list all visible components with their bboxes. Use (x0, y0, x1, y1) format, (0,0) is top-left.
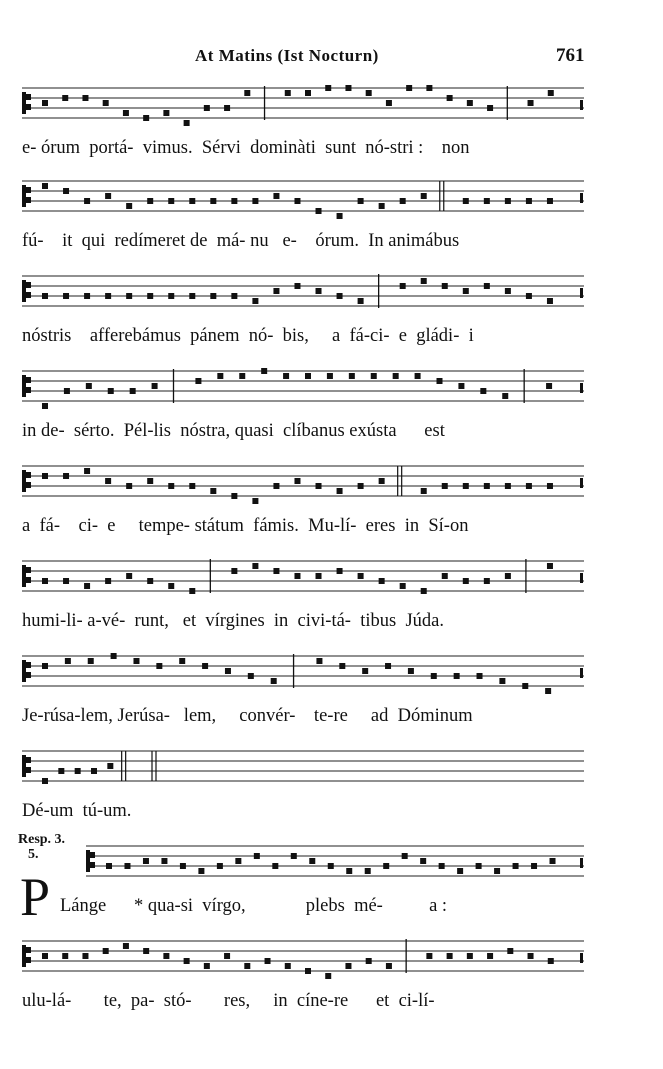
responsory-mode: 5. (28, 847, 39, 862)
neume-note (252, 498, 258, 504)
neume-note (63, 473, 69, 479)
neume-note (283, 373, 289, 379)
neume-note (487, 105, 493, 111)
neume-note (358, 483, 364, 489)
neume-note (463, 578, 469, 584)
neume-note (294, 198, 300, 204)
neume-note (316, 483, 322, 489)
neume-note (439, 863, 445, 869)
neume-note (91, 768, 97, 774)
neume-note (484, 198, 490, 204)
neume-note (548, 958, 554, 964)
neume-note (189, 483, 195, 489)
neume-note (502, 393, 508, 399)
neume-note (152, 383, 158, 389)
neume-note (42, 953, 48, 959)
neume-note (63, 578, 69, 584)
neume-note (88, 658, 94, 664)
neume-note (210, 198, 216, 204)
chant-system-2 (0, 173, 663, 261)
lyric-line-4: in de- sérto. Pél-lis nóstra, quasi clíbanus exústa est (22, 421, 445, 441)
neume-note (467, 953, 473, 959)
neume-note (513, 863, 519, 869)
neume-note (126, 293, 132, 299)
neume-note (349, 373, 355, 379)
neume-note (108, 388, 114, 394)
neume-note (447, 953, 453, 959)
staff-6 (0, 553, 663, 613)
custos-mark (580, 573, 583, 583)
neume-note (168, 583, 174, 589)
neume-note (271, 678, 277, 684)
neume-note (499, 678, 505, 684)
neume-note (385, 663, 391, 669)
neume-note (195, 378, 201, 384)
clef-mark (26, 94, 31, 100)
neume-note (184, 958, 190, 964)
responsory-lyric-line-1: Lánge * qua-si vírgo, plebs mé- a : (60, 896, 448, 916)
neume-note (371, 373, 377, 379)
neume-note (339, 663, 345, 669)
staff-5 (0, 458, 663, 518)
neume-note (528, 953, 534, 959)
custos-mark (580, 478, 583, 488)
neume-note (362, 668, 368, 674)
neume-note (42, 100, 48, 106)
custos-mark (580, 668, 583, 678)
clef-mark (26, 662, 31, 668)
neume-note (316, 208, 322, 214)
custos-mark (580, 383, 583, 393)
neume-note (494, 868, 500, 874)
neume-note (147, 478, 153, 484)
neume-note (168, 198, 174, 204)
neume-note (366, 958, 372, 964)
neume-note (231, 198, 237, 204)
neume-note (64, 388, 70, 394)
running-title: At Matins (Ist Nocturn) (195, 46, 379, 65)
neume-note (58, 768, 64, 774)
neume-note (294, 573, 300, 579)
neume-note (337, 568, 343, 574)
neume-note (180, 863, 186, 869)
neume-note (189, 198, 195, 204)
neume-note (273, 288, 279, 294)
neume-note (126, 573, 132, 579)
clef-mark (22, 755, 26, 777)
drop-cap-initial: P (20, 867, 51, 927)
clef-mark (26, 947, 31, 953)
neume-note (426, 85, 432, 91)
neume-note (467, 100, 473, 106)
neume-note (526, 483, 532, 489)
neume-note (156, 663, 162, 669)
neume-note (358, 198, 364, 204)
clef-mark (22, 280, 26, 302)
clef-mark (26, 957, 31, 963)
neume-note (345, 963, 351, 969)
clef-mark (26, 197, 31, 203)
neume-note (231, 568, 237, 574)
neume-note (463, 483, 469, 489)
neume-note (62, 95, 68, 101)
neume-note (84, 198, 90, 204)
neume-note (133, 658, 139, 664)
lyric-line-7: Je-rúsa-lem, Jerúsa- lem, convér- te-re ad Dóminum (22, 706, 473, 726)
chant-system-4 (0, 363, 663, 451)
neume-note (316, 288, 322, 294)
neume-note (526, 293, 532, 299)
neume-note (442, 283, 448, 289)
neume-note (358, 573, 364, 579)
neume-note (457, 868, 463, 874)
neume-note (204, 963, 210, 969)
custos-mark (580, 858, 583, 868)
neume-note (291, 853, 297, 859)
neume-note (487, 953, 493, 959)
neume-note (379, 203, 385, 209)
neume-note (477, 673, 483, 679)
neume-note (210, 488, 216, 494)
neume-note (42, 473, 48, 479)
page-header (0, 40, 663, 66)
neume-note (126, 483, 132, 489)
clef-mark (26, 482, 31, 488)
neume-note (294, 478, 300, 484)
neume-note (123, 943, 129, 949)
neume-note (111, 653, 117, 659)
chant-system-1 (0, 80, 663, 168)
neume-note (358, 298, 364, 304)
neume-note (505, 483, 511, 489)
clef-mark (26, 757, 31, 763)
neume-note (143, 948, 149, 954)
neume-note (531, 863, 537, 869)
neume-note (105, 578, 111, 584)
custos-mark (580, 288, 583, 298)
neume-note (147, 578, 153, 584)
neume-note (82, 95, 88, 101)
neume-note (400, 283, 406, 289)
neume-note (163, 110, 169, 116)
clef-mark (26, 577, 31, 583)
neume-note (210, 293, 216, 299)
neume-note (217, 373, 223, 379)
neume-note (63, 293, 69, 299)
clef-mark (86, 850, 90, 872)
neume-note (217, 863, 223, 869)
neume-note (62, 953, 68, 959)
neume-note (126, 203, 132, 209)
staff-1 (0, 80, 663, 140)
page-number: 761 (556, 45, 585, 66)
clef-mark (22, 945, 26, 967)
neume-note (42, 578, 48, 584)
neume-note (426, 953, 432, 959)
clef-mark (26, 187, 31, 193)
neume-note (442, 483, 448, 489)
clef-mark (26, 472, 31, 478)
neume-note (484, 578, 490, 584)
neume-note (168, 293, 174, 299)
staff-2 (0, 173, 663, 233)
neume-note (252, 298, 258, 304)
neume-note (545, 688, 551, 694)
neume-note (184, 120, 190, 126)
neume-note (130, 388, 136, 394)
neume-note (505, 288, 511, 294)
neume-note (105, 478, 111, 484)
neume-note (179, 658, 185, 664)
neume-note (168, 483, 174, 489)
neume-note (400, 583, 406, 589)
clef-mark (90, 852, 95, 858)
neume-note (309, 858, 315, 864)
neume-note (143, 115, 149, 121)
responsory-staff-2 (0, 933, 663, 993)
neume-note (106, 863, 112, 869)
neume-note (261, 368, 267, 374)
neume-note (421, 488, 427, 494)
neume-note (305, 90, 311, 96)
neume-note (420, 858, 426, 864)
responsory-label: Resp. 3. (18, 832, 66, 847)
neume-note (547, 563, 553, 569)
neume-note (42, 778, 48, 784)
chant-system-5 (0, 458, 663, 546)
responsory-system-2 (0, 933, 663, 1021)
neume-note (421, 278, 427, 284)
neume-note (526, 198, 532, 204)
clef-mark (22, 92, 26, 114)
neume-note (265, 958, 271, 964)
neume-note (235, 858, 241, 864)
responsory-system-1 (0, 832, 663, 927)
neume-note (84, 583, 90, 589)
neume-note (548, 90, 554, 96)
clef-mark (22, 565, 26, 587)
neume-note (231, 293, 237, 299)
neume-note (408, 668, 414, 674)
neume-note (400, 198, 406, 204)
neume-note (224, 105, 230, 111)
responsory-staff-1 (0, 838, 663, 898)
neume-note (505, 198, 511, 204)
neume-note (421, 193, 427, 199)
neume-note (273, 568, 279, 574)
chant-system-3 (0, 268, 663, 356)
neume-note (202, 663, 208, 669)
neume-note (484, 283, 490, 289)
staff-3 (0, 268, 663, 328)
neume-note (189, 588, 195, 594)
neume-note (161, 858, 167, 864)
clef-mark (26, 377, 31, 383)
neume-note (406, 85, 412, 91)
neume-note (273, 483, 279, 489)
neume-note (248, 673, 254, 679)
neume-note (522, 683, 528, 689)
clef-mark (22, 375, 26, 397)
neume-note (42, 403, 48, 409)
clef-mark (90, 862, 95, 868)
neume-note (63, 188, 69, 194)
neume-note (505, 573, 511, 579)
clef-mark (26, 104, 31, 110)
neume-note (198, 868, 204, 874)
neume-note (463, 198, 469, 204)
neume-note (65, 658, 71, 664)
neume-note (402, 853, 408, 859)
neume-note (431, 673, 437, 679)
neume-note (454, 673, 460, 679)
neume-note (163, 953, 169, 959)
neume-note (507, 948, 513, 954)
neume-note (84, 468, 90, 474)
neume-note (316, 573, 322, 579)
neume-note (386, 100, 392, 106)
neume-note (239, 373, 245, 379)
neume-note (484, 483, 490, 489)
neume-note (123, 110, 129, 116)
neume-note (147, 293, 153, 299)
clef-mark (26, 387, 31, 393)
clef-mark (26, 567, 31, 573)
lyric-line-8: Dé-um tú-um. (22, 801, 132, 821)
responsory-lyric-line-2: ulu-lá- te, pa- stó- res, in cíne-re et ci-lí- (22, 991, 435, 1011)
neume-note (547, 298, 553, 304)
neume-note (528, 100, 534, 106)
neume-note (442, 573, 448, 579)
neume-note (325, 973, 331, 979)
custos-mark (580, 953, 583, 963)
neume-note (421, 588, 427, 594)
neume-note (415, 373, 421, 379)
clef-mark (26, 672, 31, 678)
neume-note (458, 383, 464, 389)
neume-note (327, 373, 333, 379)
neume-note (345, 85, 351, 91)
neume-note (189, 293, 195, 299)
neume-note (244, 963, 250, 969)
neume-note (272, 863, 278, 869)
neume-note (285, 90, 291, 96)
lyric-line-5: a fá- ci- e tempe- státum fámis. Mu-lí- eres in Sí-on (22, 516, 469, 536)
lyric-line-6: humi-li- a-vé- runt, et vírgines in civi-tá- tibus Júda. (22, 611, 444, 631)
neume-note (75, 768, 81, 774)
clef-mark (22, 470, 26, 492)
neume-note (325, 85, 331, 91)
lyric-line-1: e- órum portá- vimus. Sérvi dominàti sunt nó-stri : non (22, 138, 470, 158)
neume-note (337, 293, 343, 299)
neume-note (337, 213, 343, 219)
chant-system-6 (0, 553, 663, 641)
neume-note (224, 953, 230, 959)
lyric-line-3: nóstris afferebámus pánem nó- bis, a fá-ci- e gládi- i (22, 326, 474, 346)
neume-note (379, 478, 385, 484)
clef-mark (26, 282, 31, 288)
neume-note (437, 378, 443, 384)
neume-note (386, 963, 392, 969)
neume-note (379, 578, 385, 584)
neume-note (86, 383, 92, 389)
neume-note (225, 668, 231, 674)
neume-note (103, 948, 109, 954)
neume-note (244, 90, 250, 96)
neume-note (366, 90, 372, 96)
chant-system-8 (0, 743, 663, 831)
neume-note (42, 663, 48, 669)
lyric-line-2: fú- it qui redímeret de má- nu e- órum. In animábus (22, 231, 460, 251)
neume-note (480, 388, 486, 394)
neume-note (273, 193, 279, 199)
neume-note (252, 563, 258, 569)
neume-note (546, 383, 552, 389)
custos-mark (580, 193, 583, 203)
clef-mark (22, 185, 26, 207)
neume-note (105, 293, 111, 299)
staff-8 (0, 743, 663, 803)
neume-note (305, 373, 311, 379)
chant-system-7 (0, 648, 663, 736)
neume-note (365, 868, 371, 874)
neume-note (143, 858, 149, 864)
neume-note (252, 198, 258, 204)
neume-note (383, 863, 389, 869)
staff-4 (0, 363, 663, 423)
neume-note (337, 488, 343, 494)
custos-mark (580, 100, 583, 110)
neume-note (105, 193, 111, 199)
neume-note (328, 863, 334, 869)
clef-mark (26, 767, 31, 773)
neume-note (147, 198, 153, 204)
neume-note (393, 373, 399, 379)
neume-note (550, 858, 556, 864)
neume-note (42, 293, 48, 299)
neume-note (463, 288, 469, 294)
neume-note (82, 953, 88, 959)
neume-note (316, 658, 322, 664)
neume-note (84, 293, 90, 299)
neume-note (305, 968, 311, 974)
neume-note (107, 763, 113, 769)
neume-note (103, 100, 109, 106)
staff-7 (0, 648, 663, 708)
neume-note (204, 105, 210, 111)
neume-note (294, 283, 300, 289)
neume-note (447, 95, 453, 101)
neume-note (231, 493, 237, 499)
clef-mark (26, 292, 31, 298)
neume-note (476, 863, 482, 869)
neume-note (285, 963, 291, 969)
clef-mark (22, 660, 26, 682)
neume-note (346, 868, 352, 874)
neume-note (124, 863, 130, 869)
neume-note (42, 183, 48, 189)
neume-note (547, 198, 553, 204)
neume-note (547, 483, 553, 489)
neume-note (254, 853, 260, 859)
